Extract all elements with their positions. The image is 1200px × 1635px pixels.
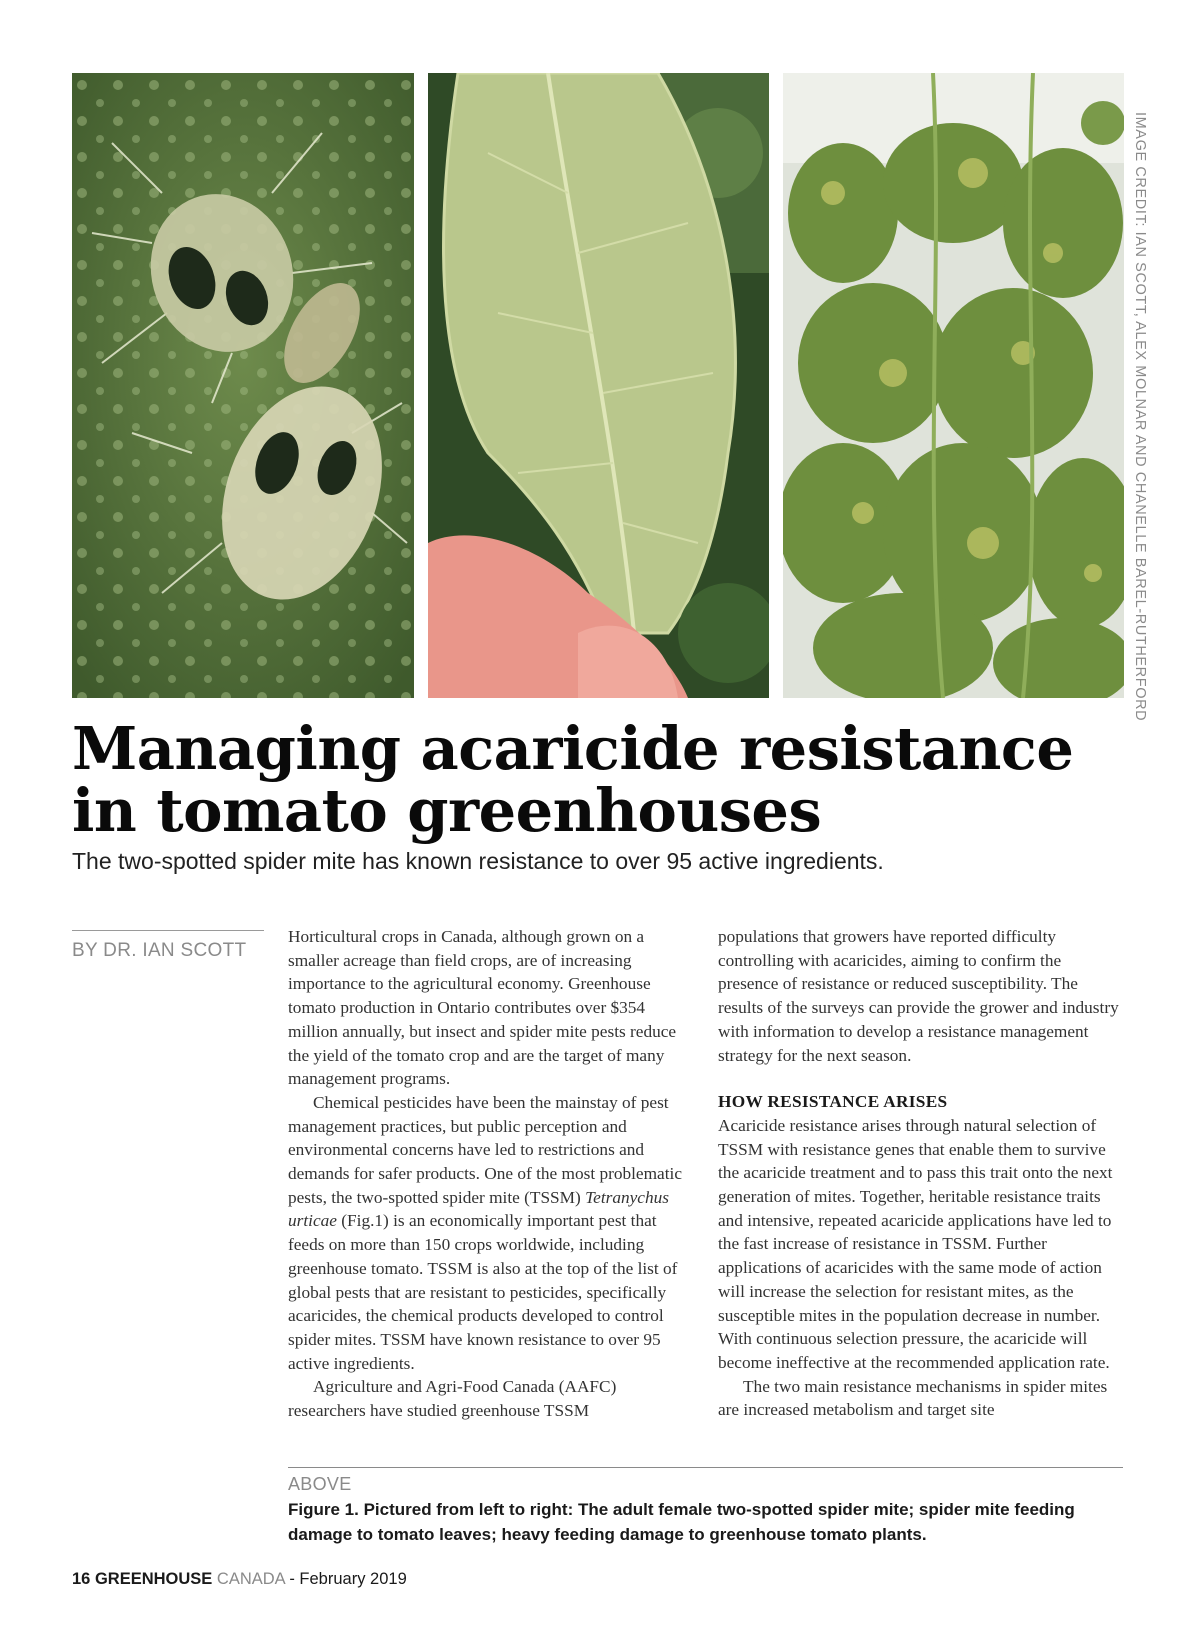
photo-credit: IMAGE CREDIT: IAN SCOTT, ALEX MOLNAR AND CHANELLE BAREL-RUTHERFORD (1132, 112, 1148, 722)
caption-rule (288, 1467, 1123, 1468)
page-number: 16 (72, 1570, 91, 1588)
body-paragraph: Acaricide resistance arises through natural selection of TSSM with resistance genes that enable them to survive the acaricide treatment and to pass this trait onto the next generation of mites. Together, heritable resistance traits and intensive, repeated acaricide applications have led to the fast increase of resistance in TSSM. Further applications of acaricides with the same mode of action will increase the selection for resistant mites, as the susceptible mites in the population decrease in number. With continuous selection pressure, the acaricide will become ineffective at the recommended application rate. (718, 1115, 1113, 1372)
caption-label: ABOVE (288, 1474, 352, 1494)
byline-rule (72, 930, 264, 931)
magazine-name-bold: GREENHOUSE (94, 1570, 213, 1588)
body-text: Chemical pesticides have been the mainstay of pest management practices, but public perception and environmental concerns have led to restrictions and demands for safer products. One of the most problematic pests, the two-spotted spider mite (TSSM) (288, 1092, 682, 1207)
body-paragraph: The two main resistance mechanisms in spider mites are increased metabolism and target site (718, 1376, 1108, 1420)
damaged-leaf-photo (428, 73, 769, 698)
body-paragraph: populations that growers have reported difficulty controlling with acaricides, aiming to confirm the presence of resistance or reduced susceptibility. The results of the surveys can provide the grower and industry with information to develop a resistance management strategy for the next season. (718, 927, 1119, 1065)
body-column-right (718, 925, 1123, 1422)
issue-date: - February 2019 (284, 1570, 407, 1588)
body-text: (Fig.1) is an economically important pest that feeds on more than 150 crops worldwide, including greenhouse tomato. TSSM is also at the top of the list of global pests that are resistant to pesticides, specifically acaricides, the chemical products developed to control spider mites. TSSM have known resistance to over 95 active ingredients. (288, 1211, 678, 1373)
article-deck: The two-spotted spider mite has known resistance to over 95 active ingredients. (72, 848, 884, 874)
page-footer (72, 1570, 407, 1589)
species-name: Tetranychus urticae (288, 1187, 669, 1231)
photo-strip (72, 73, 1124, 698)
article-headline: Managing acaricide resistance in tomato greenhouses (72, 714, 1074, 845)
section-subhead: HOW RESISTANCE ARISES (718, 1092, 948, 1112)
tomato-plants-photo (783, 73, 1124, 698)
figure-caption: Figure 1. Pictured from left to right: The adult female two-spotted spider mite; spider mite feeding damage to tomato leaves; heavy feeding damage to greenhouse tomato plants. (288, 1500, 1075, 1544)
body-paragraph: Horticultural crops in Canada, although grown on a smaller acreage than field crops, are of increasing importance to the agricultural economy. Greenhouse tomato production in Ontario contributes over $354 million annually, but insect and spider mite pests reduce the yield of the tomato crop and are the target of many management programs. (288, 927, 677, 1089)
body-column-left (288, 925, 693, 1423)
body-paragraph (288, 1091, 693, 1375)
body-paragraph: Agriculture and Agri-Food Canada (AAFC) researchers have studied greenhouse TSSM (288, 1377, 617, 1421)
magazine-name-light: CANADA (216, 1570, 285, 1588)
spider-mite-photo (72, 73, 414, 698)
byline: BY DR. IAN SCOTT (72, 940, 247, 961)
